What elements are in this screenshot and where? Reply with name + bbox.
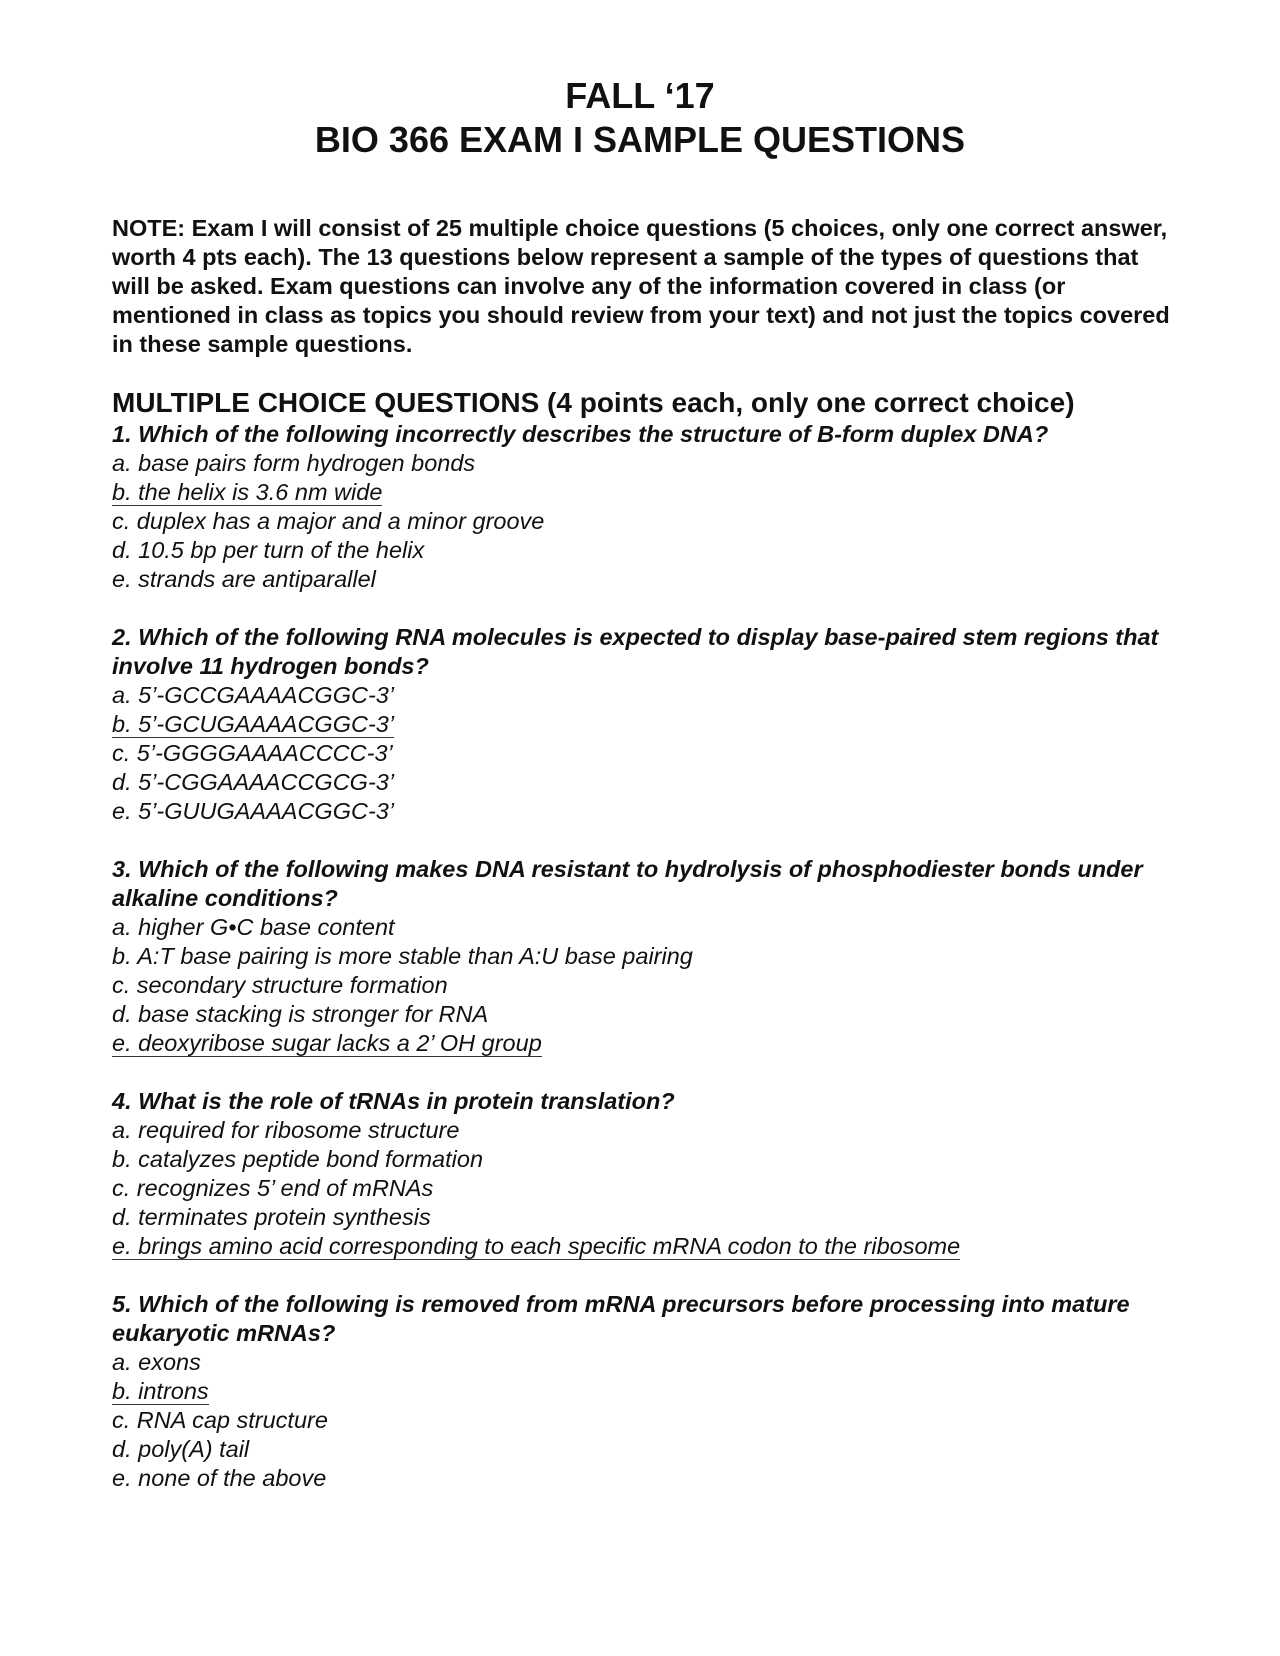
answer-choice bbox=[112, 1203, 1168, 1232]
answer-choice bbox=[112, 942, 1168, 971]
answer-choice bbox=[112, 1145, 1168, 1174]
answer-choice-text: c. secondary structure formation bbox=[112, 972, 448, 998]
answer-choice-text: c. RNA cap structure bbox=[112, 1407, 328, 1433]
answer-choice-text: b. the helix is 3.6 nm wide bbox=[112, 479, 383, 505]
question-4 bbox=[112, 1087, 1168, 1261]
answer-choice-text: a. 5’-GCCGAAAACGGC-3’ bbox=[112, 682, 395, 708]
answer-choice bbox=[112, 565, 1168, 594]
answer-choice bbox=[112, 1000, 1168, 1029]
question-text: 1. Which of the following incorrectly describes the structure of B-form duplex DNA? bbox=[112, 421, 1049, 447]
answer-choice-text: d. 10.5 bp per turn of the helix bbox=[112, 537, 425, 563]
answer-choice-text: a. higher G•C base content bbox=[112, 914, 395, 940]
answer-choice-text: e. brings amino acid corresponding to each specific mRNA codon to the ribosome bbox=[112, 1233, 961, 1259]
answer-choice-text: d. poly(A) tail bbox=[112, 1436, 250, 1462]
title-block bbox=[112, 0, 1168, 162]
question-text: 3. Which of the following makes DNA resistant to hydrolysis of phosphodiester bonds under alkaline conditions? bbox=[112, 856, 1143, 911]
answer-choices bbox=[112, 1348, 1168, 1493]
exam-note: NOTE: Exam I will consist of 25 multiple choice questions (5 choices, only one correct answer, worth 4 pts each). The 13 questions below represent a sample of the types of questions that will be asked. Exam questions can involve any of the information covered in class (or mentioned in class as topics you should review from your text) and not just the topics covered in these sample questions. bbox=[112, 215, 1170, 357]
answer-choice bbox=[112, 1377, 1168, 1406]
answer-choice bbox=[112, 971, 1168, 1000]
question-text: 2. Which of the following RNA molecules is expected to display base-paired stem regions that involve 11 hydrogen bonds? bbox=[112, 624, 1159, 679]
answer-choice bbox=[112, 1116, 1168, 1145]
answer-choice-text: c. recognizes 5’ end of mRNAs bbox=[112, 1175, 434, 1201]
answer-choice-text: b. catalyzes peptide bond formation bbox=[112, 1146, 484, 1172]
question-1 bbox=[112, 420, 1168, 594]
answer-choice bbox=[112, 681, 1168, 710]
answer-choice bbox=[112, 768, 1168, 797]
answer-choice bbox=[112, 1435, 1168, 1464]
answer-choice-text: b. introns bbox=[112, 1378, 209, 1404]
answer-choice bbox=[112, 913, 1168, 942]
answer-choices bbox=[112, 681, 1168, 826]
answer-choice bbox=[112, 536, 1168, 565]
answer-choices bbox=[112, 449, 1168, 594]
answer-choice bbox=[112, 710, 1168, 739]
answer-choice-text: c. duplex has a major and a minor groove bbox=[112, 508, 545, 534]
answer-choice-text: b. 5’-GCUGAAAACGGC-3’ bbox=[112, 711, 395, 737]
answer-choice-text: c. 5’-GGGGAAAACCCC-3’ bbox=[112, 740, 393, 766]
answer-choices bbox=[112, 1116, 1168, 1261]
answer-choice bbox=[112, 797, 1168, 826]
question-3 bbox=[112, 855, 1168, 1058]
answer-choice-text: e. none of the above bbox=[112, 1465, 327, 1491]
answer-choice-text: e. deoxyribose sugar lacks a 2’ OH group bbox=[112, 1030, 542, 1056]
answer-choice bbox=[112, 449, 1168, 478]
answer-choice bbox=[112, 1348, 1168, 1377]
answer-choice-text: d. base stacking is stronger for RNA bbox=[112, 1001, 489, 1027]
question-2 bbox=[112, 623, 1168, 826]
answer-choice-text: a. exons bbox=[112, 1349, 201, 1375]
answer-choice bbox=[112, 1029, 1168, 1058]
answer-choice bbox=[112, 1232, 1168, 1261]
term-title: FALL ‘17 bbox=[565, 75, 715, 116]
exam-title: BIO 366 EXAM I SAMPLE QUESTIONS bbox=[314, 119, 966, 160]
answer-choice bbox=[112, 507, 1168, 536]
section-heading: MULTIPLE CHOICE QUESTIONS (4 points each, only one correct choice) bbox=[112, 387, 1075, 418]
answer-choice-text: d. 5’-CGGAAAACCGCG-3’ bbox=[112, 769, 395, 795]
question-text: 4. What is the role of tRNAs in protein translation? bbox=[112, 1088, 675, 1114]
answer-choice-text: a. base pairs form hydrogen bonds bbox=[112, 450, 476, 476]
question-list bbox=[112, 420, 1168, 1493]
answer-choice-text: d. terminates protein synthesis bbox=[112, 1204, 431, 1230]
question-5 bbox=[112, 1290, 1168, 1493]
answer-choice bbox=[112, 1174, 1168, 1203]
answer-choice-text: e. strands are antiparallel bbox=[112, 566, 376, 592]
answer-choice-text: e. 5’-GUUGAAAACGGC-3’ bbox=[112, 798, 395, 824]
answer-choices bbox=[112, 913, 1168, 1058]
answer-choice bbox=[112, 1406, 1168, 1435]
answer-choice-text: b. A:T base pairing is more stable than A:U base pairing bbox=[112, 943, 693, 969]
answer-choice bbox=[112, 1464, 1168, 1493]
answer-choice bbox=[112, 478, 1168, 507]
answer-choice-text: a. required for ribosome structure bbox=[112, 1117, 460, 1143]
question-text: 5. Which of the following is removed from mRNA precursors before processing into mature eukaryotic mRNAs? bbox=[112, 1291, 1130, 1346]
answer-choice bbox=[112, 739, 1168, 768]
